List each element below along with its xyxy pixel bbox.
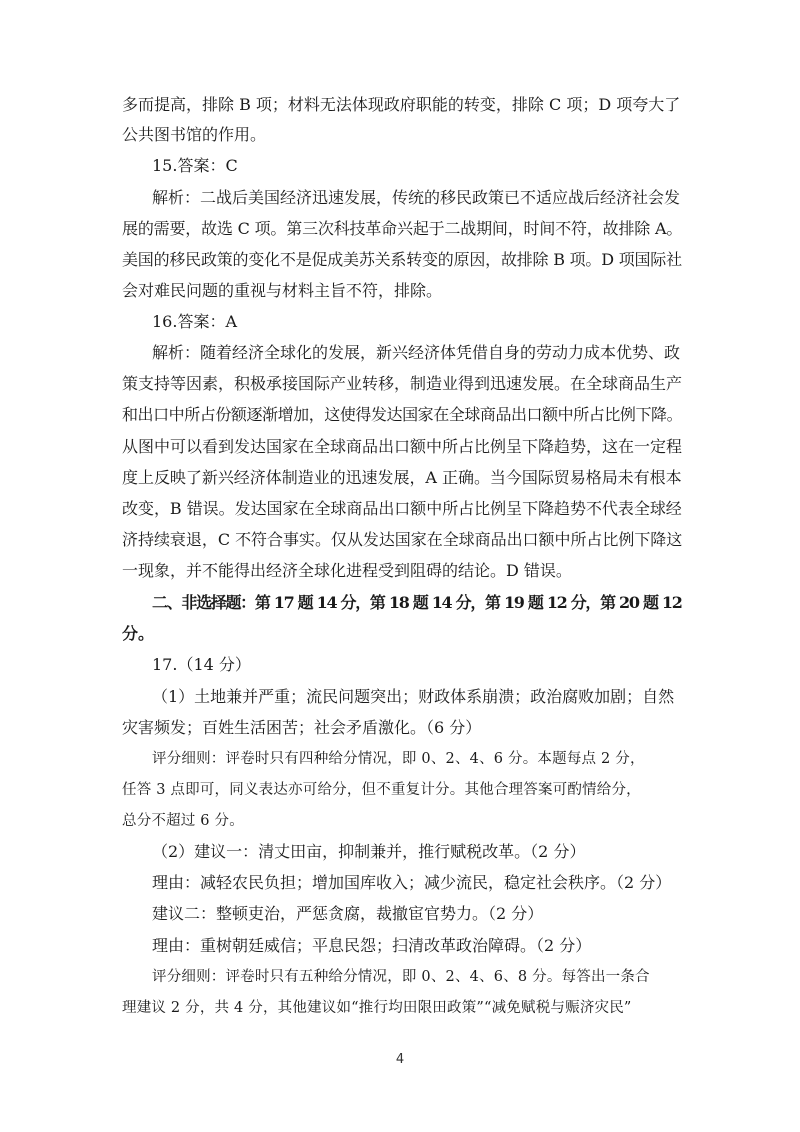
text-line: 策支持等因素，积极承接国际产业转移，制造业得到迅速发展。在全球商品生产 — [122, 374, 683, 393]
text-line: 分。 — [122, 624, 155, 643]
text-line: 解析：二战后美国经济迅速发展，传统的移民政策已不适应战后经济社会发 — [152, 188, 681, 207]
text-line: 理由：重树朝廷威信；平息民怨；扫清改革政治障碍。（2 分） — [152, 936, 592, 955]
text-line: 展的需要，故选 C 项。第三次科技革命兴起于二战期间，时间不符，故排除 A。 — [122, 219, 683, 238]
text-line: 灾害频发；百姓生活困苦；社会矛盾激化。（6 分） — [122, 718, 482, 737]
page-number: 4 — [395, 1052, 405, 1067]
text-line: （1）土地兼并严重；流民问题突出；财政体系崩溃；政治腐败加剧；自然 — [152, 687, 675, 706]
text-line: 评分细则：评卷时只有四种给分情况，即 0、2、4、6 分。本题每点 2 分， — [152, 751, 645, 767]
text-line: 多而提高，排除 B 项；材料无法体现政府职能的转变，排除 C 项；D 项夸大了 — [122, 95, 681, 114]
text-line: 任答 3 点即可，同义表达亦可给分，但不重复计分。其他合理答案可酌情给分， — [122, 782, 641, 798]
text-line: 济持续衰退，C 不符合事实。仅从发达国家在全球商品出口额中所占比例下降这 — [122, 530, 683, 549]
text-line: 二、非选择题：第 17 题 14 分，第 18 题 14 分，第 19 题 12 分，第 20 题 12 — [152, 593, 682, 612]
text-line: 一现象，并不能得出经济全球化进程受到阻碍的结论。D 错误。 — [122, 561, 572, 580]
text-line: 16.答案：A — [152, 312, 238, 331]
text-line: 评分细则：评卷时只有五种给分情况，即 0、2、4、6、8 分。每答出一条合 — [152, 969, 650, 985]
text-line: 美国的移民政策的变化不是促成美苏关系转变的原因，故排除 B 项。D 项国际社 — [122, 250, 682, 269]
text-line: 建议二：整顿吏治，严惩贪腐，裁撤宦官势力。（2 分） — [152, 904, 544, 923]
text-line: 总分不超过 6 分。 — [122, 813, 244, 829]
text-line: 理由：减轻农民负担；增加国库收入；减少流民，稳定社会秩序。（2 分） — [152, 873, 672, 892]
text-line: 改变，B 错误。发达国家在全球商品出口额中所占比例呈下降趋势不代表全球经 — [122, 499, 682, 518]
text-line: 会对难民问题的重视与材料主旨不符，排除。 — [122, 281, 443, 300]
text-line: 度上反映了新兴经济体制造业的迅速发展，A 正确。当今国际贸易格局未有根本 — [122, 468, 682, 487]
text-line: 15.答案：C — [152, 156, 238, 175]
text-line: （2）建议一：清丈田亩，抑制兼并，推行赋税改革。（2 分） — [152, 842, 586, 861]
text-line: 和出口中所占份额逐渐增加，这使得发达国家在全球商品出口额中所占比例下降。 — [122, 405, 683, 424]
text-line: 解析：随着经济全球化的发展，新兴经济体凭借自身的劳动力成本优势、政 — [152, 343, 681, 362]
text-line: 17.（14 分） — [152, 655, 251, 674]
text-line: 公共图书馆的作用。 — [122, 125, 267, 144]
text-line: 从图中可以看到发达国家在全球商品出口额中所占比例呈下降趋势，这在一定程 — [122, 437, 683, 456]
text-line: 理建议 2 分，共 4 分，其他建议如“推行均田限田政策”“减免赋税与赈济灾民” — [122, 1000, 632, 1016]
